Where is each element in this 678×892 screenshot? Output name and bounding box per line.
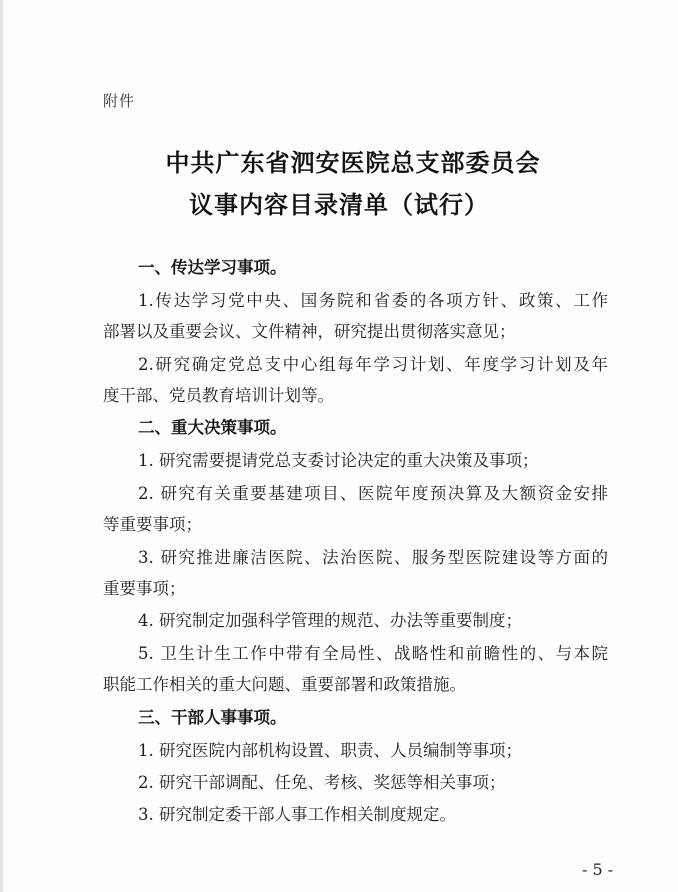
section-2-item-5-line-2: 职能工作相关的重大问题、重要部署和政策措施。 bbox=[103, 675, 466, 694]
section-2-item-1-line-1: 1. 研究需要提请党总支委讨论决定的重大决策及事项； bbox=[138, 451, 539, 470]
section-heading-3: 三、干部人事事项。 bbox=[138, 708, 287, 727]
section-2-item-3-line-1 bbox=[0, 544, 678, 568]
document-title-line-1: 中共广东省泗安医院总支部委员会 bbox=[165, 148, 541, 177]
page-number: - 5 - bbox=[582, 860, 614, 879]
section-3-item-3-line-1: 3. 研究制定委干部人事工作相关制度规定。 bbox=[138, 805, 456, 824]
section-1-item-1-line-2: 部署以及重要会议、文件精神，研究提出贯彻落实意见； bbox=[103, 322, 516, 341]
line-text: 1.传达学习党中央、国务院和省委的各项方针、政策、工作 bbox=[138, 291, 608, 310]
document-title-line-2: 议事内容目录清单（试行） bbox=[189, 190, 489, 219]
attachment-label: 附件 bbox=[103, 92, 136, 110]
section-2-item-2-line-1 bbox=[0, 480, 678, 504]
section-2-item-5-line-1 bbox=[0, 640, 678, 664]
section-1-item-2-line-2: 度干部、党员教育培训计划等。 bbox=[103, 386, 334, 405]
section-heading-1: 一、传达学习事项。 bbox=[138, 258, 287, 277]
section-2-item-3-line-2: 重要事项； bbox=[103, 579, 186, 598]
line-text: 2.研究确定党总支中心组每年学习计划、年度学习计划及年 bbox=[138, 355, 608, 374]
line-text: 3. 研究推进廉洁医院、法治医院、服务型医院建设等方面的 bbox=[138, 548, 608, 567]
line-text: 5. 卫生计生工作中带有全局性、战略性和前瞻性的、与本院 bbox=[138, 644, 608, 663]
section-3-item-1-line-1: 1. 研究医院内部机构设置、职责、人员编制等事项； bbox=[138, 741, 522, 760]
line-text: 2. 研究有关重要基建项目、医院年度预决算及大额资金安排 bbox=[138, 484, 608, 503]
section-2-item-4-line-1: 4. 研究制定加强科学管理的规范、办法等重要制度； bbox=[138, 611, 522, 630]
section-1-item-2-line-1 bbox=[0, 351, 678, 375]
section-heading-2: 二、重大决策事项。 bbox=[138, 418, 287, 437]
section-3-item-2-line-1: 2. 研究干部调配、任免、考核、奖惩等相关事项； bbox=[138, 773, 506, 792]
section-1-item-1-line-1 bbox=[0, 287, 678, 311]
section-2-item-2-line-2: 等重要事项； bbox=[103, 515, 202, 534]
